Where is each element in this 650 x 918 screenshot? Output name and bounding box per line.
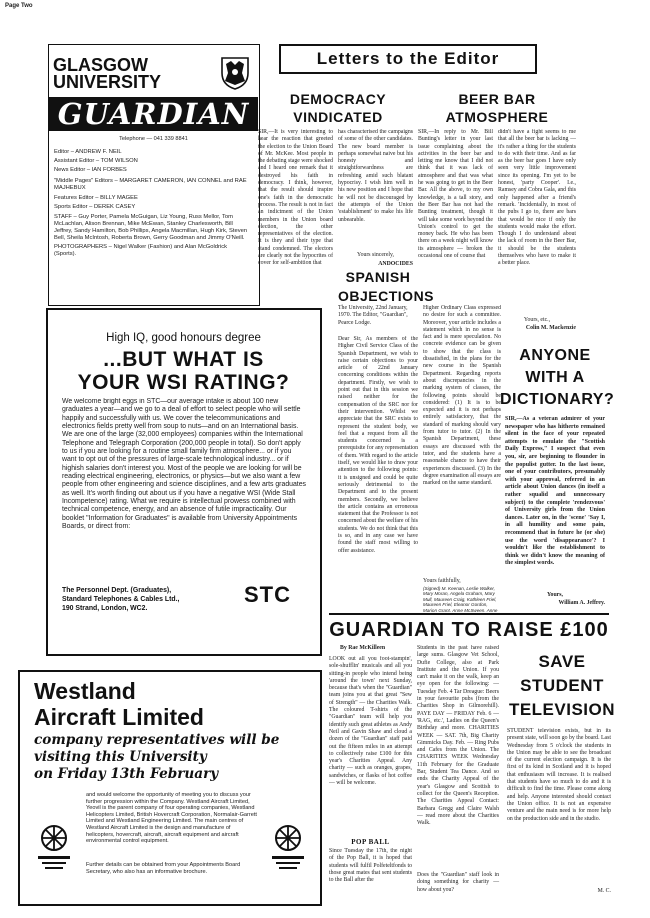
spanish-signoff: Yours faithfully,: [423, 578, 461, 584]
beer-headline: [432, 90, 562, 126]
masthead-box: [48, 44, 260, 306]
staff-list: STAFF – Guy Porter, Pamela McGuigan, Liz Young, Russ Mellor, Tom McLachlan, Alison Brennan, Mike McEwan, Stanley Charlesworth, Bill Jeffrey, Sandy Hamilton, Bob Phillips, Angela Macmillan, Hugh Kirk, Steven Bell, Sheila McIntosh, Roberta Brown, Gerry Goodman and Jimmy O'Neill.: [54, 214, 248, 242]
spanish-headline-line2: OBJECTIONS: [338, 288, 435, 304]
dictionary-headline-line1: ANYONE: [519, 347, 591, 364]
stc-ad-headline-line2: YOUR WSI RATING?: [77, 371, 290, 394]
democracy-headline-line1: DEMOCRACY: [289, 91, 387, 107]
beer-headline-line1: BEER BAR: [458, 91, 536, 107]
stc-ad-headline-line1: ...BUT WHAT IS: [103, 348, 264, 371]
dictionary-body: SIR,—As a veteran admirer of your newspaper who has hitherto remained silent in the face of your repeated attempts to emulate the "Scottish Daily Express," I suspect that even you, sir, are beginning to flounder in the populist gutter. In the last issue, one of your contributors, presumably with your approval, referred in an article about Union dances (in itself a rather squalid and unnecessary subject) to the complete 'rendezvous' of University girls from the Union dances. Later on, in the 'scene' 'Say I, in all humility and some pain, recommend that in future he (or she) use the word 'disappearance'? I wouldn't like the establishment to think we didn't know the meaning of the simplest words.: [505, 416, 605, 567]
masthead-university-line1: GLASGOW: [53, 55, 148, 75]
letters-banner-title: Letters to the Editor: [316, 49, 500, 68]
beer-signoff: Yours, etc.,: [523, 317, 551, 323]
raise-byline: By Rae McKilleen: [340, 645, 386, 651]
westland-tagline-line3: on Friday 13th February: [34, 766, 219, 782]
save-signature: M. C.: [597, 888, 611, 894]
westland-logo-left-icon: [32, 822, 76, 872]
democracy-signature: ANDOCIDES: [378, 261, 413, 267]
dictionary-headline: [500, 345, 615, 411]
westland-tagline: [34, 732, 314, 783]
save-headline: [503, 650, 621, 722]
westland-tagline-line2: visiting this University: [34, 749, 207, 765]
staff-photographers: PHOTOGRAPHERS – Nigel Walker (Fashion) and Alan McGoldrick (Sports).: [54, 244, 227, 258]
masthead-staff-list: [54, 148, 250, 258]
save-body: STUDENT television exists, but in its present state, will soon go by the board. Last Wednesday from 5 o'clock the students in the Union may be able to see the broadcast of the current election campaign. It is the first of its kind in Scotland and it is hoped that enthusiasm will increase. It is realised that students have so much to do and it is difficult to find the time. Please come along and help. Anyone interested should contact the Union office. It is not an expensive venture and the main need is for more help on the production side and in the studio.: [507, 728, 611, 822]
dictionary-signoff: Yours,: [547, 592, 563, 598]
westland-body: and would welcome the opportunity of meeting you to discuss your further progression within the Company. Westland Aircraft Limited, Yeovil is the parent company of four operating companies, Westland Helicopters Limited, British Hovercraft Corporation, Normalair-Garrett Limited and Westland Engineering Limited. The main centres of Westland Aircraft Limited is the design and manufacture of helicopters, hovercraft, aircraft, aircraft equipment and aircraft environmental control equipment.: [86, 792, 257, 845]
staff-sports-editor: Sports Editor – DEREK CASEY: [54, 203, 136, 210]
democracy-headline-line2: VINDICATED: [293, 109, 383, 125]
save-headline-line2: STUDENT: [520, 676, 604, 695]
democracy-headline: [268, 90, 408, 126]
university-crest-icon: [219, 55, 251, 91]
democracy-column-1: SIR,—It is very interesting to hear the reaction that greeted the election to the Union Board of Mr. McKee. Most people in the debating stage were shocked and I heard one remark that it destroyed his faith in democracy. I think, however, that the result should inspire one's faith in the democratic process. The result is not in fact an indictment of the Union members in the Union board election, the other representatives of the election. It is they and their type that stand condemned. The electors are clearly not the hypocrites of cover for self-ambition that: [258, 129, 333, 267]
stc-ad-address: [62, 587, 217, 613]
page-label: Page Two: [5, 3, 33, 9]
beer-headline-line2: ATMOSPHERE: [445, 109, 549, 125]
raise-column-1: LOOK out all you foot-stampin', sole-shufflin' musicals and all you sitting-in people who intend being 'around the town' next Sunday, because that's when the "Guardian" team joins you at that great "Sew of Strength" — the Charities Walk. The coloured T-shirts of the "Guardian" team will help you identify such great athletes as Andy Neil and Gavin Shaw and cloud a dozen of the "Guardian" staff paid out the fifteen miles in an attempt to collectively raise £100 for this year's Charities Appeal. Any charity — such as oranges, grapes, sandwiches, or flasks of hot coffee — will be welcome.: [329, 656, 412, 787]
stc-ad-body: We welcome bright eggs in STC—our average intake is about 100 new graduates a year—and we go to a deal of effort to select people who will settle happily and successfully with us. We cover the telecommunications and electronics fields pretty well from soup to nuts—and on an International basis. We are one of the large (32,000 employees) companies within the International Telephone and Telegraph Corporation (200,000 people in total). So don't apply to us if you are looking for a routine small family firm atmosphere... or if you want to opt out of the pressures of large-scale technological industry... or if highish salaries don't interest you. Most of the people we are looking for will be reading electrical engineering, electronics, or physics—but we also want a few people from other engineering and science disciplines, and a few arts graduates as well. It's worth finding out about us if you have a negative WSI (Wide Stall Incompetence) rating. What we require is intellectual prowess combined with technical competence, energy, and an absence of futile impracticality. Our booklet "Information for Graduates" is available from University Appointments Boards, or direct from:: [62, 398, 306, 531]
spanish-headline: [338, 268, 435, 306]
westland-tagline-line1: company representatives will be: [34, 732, 280, 748]
stc-ad-line1: High IQ, good honours degree: [106, 332, 261, 344]
staff-news-editor: News Editor – IAN FORBES: [54, 167, 127, 174]
stc-advert: [46, 308, 322, 656]
raise-headline: GUARDIAN TO RAISE £100: [329, 619, 609, 641]
masthead-telephone: Telephone — 041 339 8841: [119, 136, 188, 142]
stc-logo: STC: [244, 582, 291, 607]
masthead-title-bar: [49, 97, 258, 131]
westland-title: [34, 678, 204, 730]
stc-ad-address-line1: The Personnel Dept. (Graduates),: [62, 587, 172, 594]
beer-column-1: SIR,—In reply to Mr. Bill Bunting's letter in your last issue complaining about the activities in the beer bar and letting me know that I did not think that it was lack of atmosphere and that was what he was going to get in the Beer Bar. All the above, to my own knowledge, is a tall story, and the Beer Bar has not had the Bunting treatment, though it will take some work beyond the Union's control to get the money back. He who has been there on a week night will know its atmosphere — broken the occasional one of course that: [418, 129, 493, 260]
staff-middle-pages: "Middle Pages" Editors – MARGARET CAMERON, IAN CONNEL and RAE MAJHEBUX: [54, 177, 247, 191]
raise-column-2b: Does the "Guardian" staff look in doing something for charity — how about you?: [417, 872, 499, 893]
spanish-column-1: Dear Sir, As members of the Higher Civil Service Class of the Spanish Department, we wish to raise certain objections to your article of 22nd January concerning conditions within the department. Firstly, we wish to point out that in this session we raised neither for the compensation of the SRC nor for their intervention. Whilst we appreciate that the SRC exists to represent the student body, we feel that a request from all the students concerned is a prerequisite for any representation of them. With regard to the article itself, we would like to draw your attention to the following points: it is unsigned and could be quite seriously detrimental to the Department and to the present members. Secondly, we believe the article contains an erroneous statement that the Professor is not concerned about the welfare of his students. We do not think that this is so, and in any case we have found the staff most willing to offer assistance.: [338, 336, 418, 554]
masthead-university: [53, 57, 161, 91]
staff-editor: Editor – ANDREW F. NEIL: [54, 149, 122, 155]
democracy-signoff: Yours sincerely,: [356, 252, 395, 258]
raise-top-rule: [329, 613, 609, 615]
spanish-address: The University, 22nd January, 1970. The Editor, "Guardian", Pearce Lodge.: [338, 305, 408, 326]
dictionary-headline-line2: WITH A: [525, 369, 585, 386]
dictionary-headline-line3: DICTIONARY?: [500, 391, 615, 408]
masthead-title: GUARDIAN: [57, 97, 250, 131]
save-headline-line1: SAVE: [538, 652, 586, 671]
spanish-headline-line1: SPANISH: [345, 269, 411, 285]
save-headline-line3: TELEVISION: [508, 700, 616, 719]
spanish-signatories: (Signed) M. Keenan, Leslie Walker, Mary Moran, Angela Graham, Mary Mull, Maureen Craig, Kathleen Friel, Maureen Friel, Eleanor Gordon, Marion Grant, Anne McSween, Anne: [423, 586, 498, 612]
beer-column-2: didn't have a fight seems to me that all the beer bar is lacking — it's rather a thing for the students to do with their time. And as far as the beer bar goes I have only seen very little improvement since its opening. I'm yet to be honest, 'party Cooper'. I.e., Ramsey and Cobra Gala, and this only happened after a friend's remark. 'Incidentally, in most of the pubs I go to, there are bars that would be nice if only the students would make the effort. Though I do understand about the lack of room in the Beer Bar, it should be the students themselves who have to make it a better place.: [498, 129, 576, 267]
stc-ad-address-line2: Standard Telephones & Cables Ltd.,: [62, 595, 180, 603]
democracy-column-2: has characterised the campaigns of some of the other candidates. The new board member is perhaps somewhat naive but his honesty and straightforwardness are refreshing amid such blatant hypocrisy. I wish him well in his new position and I hope that he will not be discouraged by the attempts of the Union 'establishment' to make his life unbearable.: [338, 129, 413, 223]
westland-title-line2: Aircraft Limited: [34, 704, 204, 730]
raise-column-1b: Since Tuesday the 17th, the night of the Pop Ball, it is hoped that students will fulfil Polfeteltfonds to those great mates that sent students to the Ball after the: [329, 848, 412, 884]
stc-ad-address-line3: 190 Strand, London, WC2.: [62, 604, 148, 612]
westland-advert: [18, 670, 322, 906]
beer-signature: Colin M. Mackenzie: [525, 325, 576, 331]
letters-banner: [279, 44, 537, 74]
raise-subhead: POP BALL: [351, 838, 390, 846]
westland-logo-right-icon: [266, 822, 310, 872]
raise-column-2: Students in the past have raised large sums. Glasgow Vet School, Dufie College, also at Park Institute and the Union. If you can't make it on the walk, keep an eye open for the following: — Tuesday Feb. 4 Tar Dreague: Beers in your favourite pubs (from the Charities Shop in Gilmorehill). PAYE DAY — FRIDAY Feb. 6 — 'RAG, etc.', Ladies on the Queen's Birthday and more. CHARITIES WEEK — SAT. 7th, Big Charity Gimmicks Day. Feb. — Ring Pubs and Cafes from the Union. The CHARITIES WEEK Wednesday 11th February for the Graduate Bar, Student Tea Dance. And so ends the Charity Appeal of the year's Glasgow and Scottish to collect for the Queen's Reception. The Charities Appeal Contact: Barbara Gregg and Claire Walsh — read more about the Charities Walk.: [417, 645, 499, 827]
staff-features-editor: Features Editor – BILLY MAGEE: [54, 194, 138, 201]
staff-assistant-editor: Assistant Editor – TOM WILSON: [54, 158, 138, 165]
dictionary-signature: William A. Jeffrey.: [558, 600, 605, 606]
stc-ad-headline: [48, 348, 319, 394]
westland-title-line1: Westland: [34, 678, 136, 704]
masthead-university-line2: UNIVERSITY: [53, 72, 162, 92]
westland-body-2: Further details can be obtained from your Appointments Board Secretary, who also has an informative brochure.: [86, 862, 241, 875]
spanish-column-2: Higher Ordinary Class expressed no desire for such a committee. Moreover, your article includes a statement which in no sense is fact and is mere speculation. No concrete evidence can be given to show that the class is dissatisfied, in the plans for the new course in the Spanish Department. Regarding reports about discrepancies in the marking system of classes, the following points should be considered: (1) It is to be expected and it is not perhaps entirely satisfactory, that the standard of marking should vary from tutor to tutor. (2) In the Spanish Department, these essays are discussed with the tutor, and the students have a reasonable chance to have their experiences discussed. (3) In the degree examination all essays are marked on the same standard.: [423, 305, 501, 487]
